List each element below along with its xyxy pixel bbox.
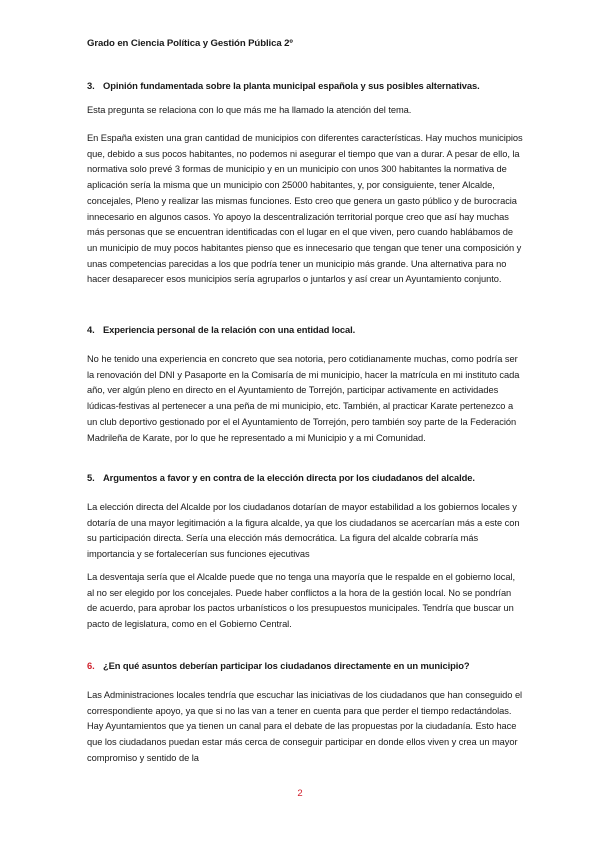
section-heading	[87, 660, 523, 671]
document-header: Grado en Ciencia Política y Gestión Pública 2º	[87, 38, 293, 49]
section-title: Opinión fundamentada sobre la planta municipal española y sus posibles alternativas.	[103, 80, 480, 91]
paragraph: Esta pregunta se relaciona con lo que más me ha llamado la atención del tema.	[87, 105, 412, 115]
section-number: 4.	[87, 324, 95, 335]
paragraph: No he tenido una experiencia en concreto que sea notoria, pero cotidianamente muchas, como podría ser la renovación del DNI y Pasaporte en la Comisaría de mi municipio, hacer la matrícula en mi instituto cada año, ver algún pleno en directo en el Ayuntamiento de Torrejón, participar activamente en actividades lúdicas-festivas al pertenecer a una peña de mi municipio, etc. También, al practicar Karate pertenezco a un club deportivo gestionado por el el Ayuntamiento de Torrejón, pero también soy parte de la Federación Madrileña de Karate, por lo que he representado a mi Municipio y a mi Comunidad.	[87, 354, 520, 443]
section-5-body-b	[87, 570, 523, 633]
paragraph: La elección directa del Alcalde por los ciudadanos dotarían de mayor estabilidad a los gobiernos locales y dotaría de una mayor legitimación a la figura alcalde, ya que los ciudadanos se acercarían más a este con su participación directa. Sería una elección más democrática. La figura del alcalde cobraría más importancia y se fortalecerían sus funciones ejecutivas	[87, 502, 520, 560]
section-number: 3.	[87, 80, 95, 91]
section-title: Argumentos a favor y en contra de la elección directa por los ciudadanos del alcalde.	[103, 472, 475, 483]
section-heading	[87, 472, 523, 483]
page-number: 2	[297, 788, 303, 799]
section-4	[87, 324, 523, 335]
section-4-body	[87, 352, 523, 446]
section-6	[87, 660, 523, 671]
paragraph: La desventaja sería que el Alcalde puede que no tenga una mayoría que le respalde en el gobierno local, al no ser elegido por los concejales. Puede haber conflictos a la hora de la gestión local. No se pondrían de acuerdo, para aprobar los pactos urbanísticos o los presupuestos municipales. Tendría que buscar un pacto de legislatura, como en el Gobierno Central.	[87, 572, 515, 630]
section-5	[87, 472, 523, 483]
paragraph: En España existen una gran cantidad de municipios con diferentes características. Hay muchos municipios que, debido a sus pocos habitantes, no podemos ni asegurar el tiempo que van a durar. A pesar de ello, la normativa solo prevé 3 formas de municipio y en un municipio con unos 300 habitantes la normativa de aplicación sería la misma que un municipio con 25000 habitantes, y, por consiguiente, tener Alcalde, concejales, Pleno y realizar las mismas funciones. Esto creo que genera un gasto público y de burocracia innecesario en algunos casos. Yo apoyo la descentralización territorial porque creo que así hay muchas más personas que se encuentran identificadas con el lugar en el que viven, pero cuando hablábamos de un municipio de muy pocos habitantes pienso que es innecesario que tengan que tener una composición y unas competencias parecidas a los que podría tener un municipio más grande. Una alternativa para no hacer desaparecer esos municipios sería agruparlos o juntarlos y así crear un Ayuntamiento conjunto.	[87, 133, 523, 285]
section-heading	[87, 80, 523, 91]
section-3-body	[87, 131, 523, 288]
section-6-body	[87, 688, 523, 767]
section-title: ¿En qué asuntos deberían participar los ciudadanos directamente en un municipio?	[103, 660, 470, 671]
section-title: Experiencia personal de la relación con una entidad local.	[103, 324, 356, 335]
section-5-body-a	[87, 500, 523, 563]
section-3	[87, 80, 523, 91]
paragraph: Las Administraciones locales tendría que escuchar las iniciativas de los ciudadanos que han conseguido el correspondiente apoyo, ya que si no las van a tener en cuenta para que perder el tiempo redactándolas. Hay Ayuntamientos que ya tienen un canal para el debate de las propuestas por la ciudadanía. Esto hace que los ciudadanos puedan estar más cerca de conseguir participar en donde ellos viven y crea un mayor compromiso y sentido de la	[87, 690, 523, 763]
section-number: 6.	[87, 660, 95, 671]
section-3-intro	[87, 103, 523, 119]
section-heading	[87, 324, 523, 335]
section-number: 5.	[87, 472, 95, 483]
